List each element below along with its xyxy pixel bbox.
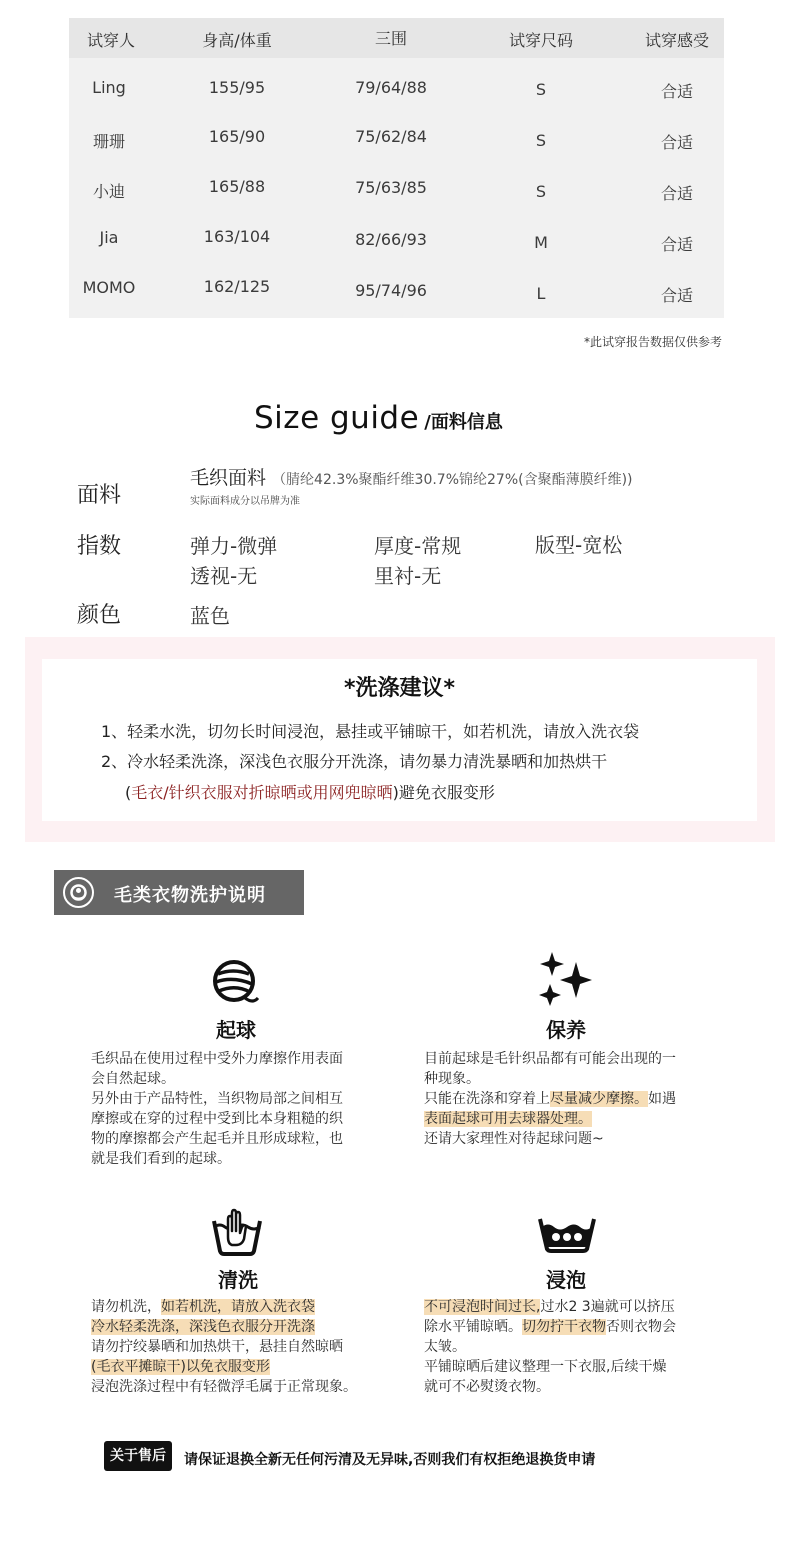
wash-line-3-rest: )避免衣服变形 xyxy=(392,783,495,802)
pilling-line: 物的摩擦都会产生起毛并且形成球粒，也 xyxy=(91,1131,343,1147)
soak-tub-icon xyxy=(538,1213,596,1257)
color-value: 蓝色 xyxy=(190,604,230,628)
wash-advice-card xyxy=(42,659,757,821)
soaking-text xyxy=(424,1297,676,1397)
washing-title: 清洗 xyxy=(218,1268,258,1292)
sparkle-icon xyxy=(538,950,594,1010)
maintain-highlight: 尽量减少摩擦。 xyxy=(550,1091,648,1107)
fabric-name-text: 毛织面料 xyxy=(190,467,267,489)
table-cell: 155/95 xyxy=(208,78,266,97)
soaking-line xyxy=(424,1297,676,1317)
soaking-line-part: 过水2 3遍就可以挤压 xyxy=(540,1299,675,1315)
table-cell: 165/90 xyxy=(208,127,266,146)
header-tester: 试穿人 xyxy=(86,31,136,50)
table-cell: 162/125 xyxy=(203,277,271,296)
pilling-line: 另外由于产品特性，当织物局部之间相互 xyxy=(91,1091,343,1107)
soaking-title: 浸泡 xyxy=(546,1268,586,1292)
soaking-line-part: 除水平铺晾晒。 xyxy=(424,1319,522,1335)
washing-line-part: 请勿机洗， xyxy=(91,1299,161,1315)
wash-line-2: 2、冷水轻柔洗涤，深浅色衣服分开洗涤，请勿暴力清洗暴晒和加热烘干 xyxy=(101,752,608,771)
washing-line xyxy=(91,1357,357,1377)
soaking-line-part: 否则衣物会 xyxy=(606,1319,676,1335)
wash-line-3-highlight: 毛衣/针织衣服对折晾晒或用网兜晾晒 xyxy=(131,783,393,802)
table-cell: S xyxy=(535,182,547,201)
pilling-text xyxy=(91,1049,343,1169)
soaking-highlight: 切勿拧干衣物 xyxy=(522,1319,606,1335)
table-cell: M xyxy=(534,233,548,252)
table-cell: 75/63/85 xyxy=(355,178,427,197)
table-cell: Ling xyxy=(92,78,126,97)
wash-advice-panel xyxy=(25,637,775,842)
washing-highlight: (毛衣平摊晾干)以免衣服变形 xyxy=(91,1359,270,1375)
fabric-composition: （腈纶42.3%聚酯纤维30.7%锦纶27%(含聚酯薄膜纤维)) xyxy=(272,472,633,488)
maintain-line xyxy=(424,1109,676,1129)
hand-wash-icon xyxy=(212,1207,262,1261)
table-cell: 合适 xyxy=(660,184,694,203)
header-height-weight: 身高/体重 xyxy=(202,31,272,50)
table-cell: 165/88 xyxy=(208,177,266,196)
table-cell: L xyxy=(536,284,546,303)
washing-line xyxy=(91,1297,357,1317)
pilling-line: 摩擦或在穿的过程中受到比本身粗糙的织 xyxy=(91,1111,343,1127)
elasticity: 弹力-微弹 xyxy=(190,534,278,558)
tryon-note: *此试穿报告数据仅供参考 xyxy=(583,335,722,349)
washing-line xyxy=(91,1317,357,1337)
maintain-text xyxy=(424,1049,676,1149)
table-cell: S xyxy=(535,131,547,150)
see-through: 透视-无 xyxy=(190,564,258,588)
washing-line: 请勿拧绞暴晒和加热烘干，悬挂自然晾晒 xyxy=(91,1339,343,1355)
washing-text xyxy=(91,1297,357,1397)
header-measurements: 三围 xyxy=(374,29,408,48)
soaking-highlight: 不可浸泡时间过长, xyxy=(424,1299,541,1315)
washing-line: 浸泡洗涤过程中有轻微浮毛属于正常现象。 xyxy=(91,1379,357,1395)
maintain-line-part: 只能在洗涤和穿着上 xyxy=(424,1091,550,1107)
fit: 版型-宽松 xyxy=(535,533,623,557)
wash-advice-title: *洗涤建议* xyxy=(343,676,455,701)
maintain-line: 目前起球是毛针织品都有可能会出现的一 xyxy=(424,1051,676,1067)
washing-highlight: 冷水轻柔洗涤，深浅色衣服分开洗涤 xyxy=(91,1319,315,1335)
yarn-ball-icon xyxy=(213,960,259,1010)
lining: 里衬-无 xyxy=(374,564,442,588)
table-cell: 合适 xyxy=(660,286,694,305)
fabric-label: 面料 xyxy=(77,483,122,508)
table-cell: MOMO xyxy=(82,278,136,297)
pilling-line: 毛织品在使用过程中受外力摩擦作用表面 xyxy=(91,1051,343,1067)
thickness: 厚度-常规 xyxy=(374,534,462,558)
soaking-line: 就可不必熨烫衣物。 xyxy=(424,1379,550,1395)
maintain-line-part: 如遇 xyxy=(648,1091,676,1107)
tryon-table-header xyxy=(69,18,724,58)
maintain-line: 还请大家理性对待起球问题~ xyxy=(424,1131,604,1147)
pilling-title: 起球 xyxy=(216,1018,256,1042)
table-cell: 合适 xyxy=(660,133,694,152)
care-badge-icon xyxy=(63,877,94,908)
soaking-line xyxy=(424,1317,676,1337)
wash-line-3 xyxy=(125,780,495,803)
table-cell: 珊珊 xyxy=(92,132,126,151)
size-guide-heading: Size guide xyxy=(254,400,420,436)
table-cell: 95/74/96 xyxy=(355,281,427,300)
tryon-table xyxy=(69,18,724,318)
fabric-name xyxy=(190,463,633,490)
pilling-line: 会自然起球。 xyxy=(91,1071,175,1087)
after-sale-badge: 关于售后 xyxy=(104,1441,172,1471)
table-cell: 82/66/93 xyxy=(355,230,427,249)
table-cell: 79/64/88 xyxy=(355,78,427,97)
maintain-line xyxy=(424,1089,676,1109)
size-guide-subtitle: /面料信息 xyxy=(424,412,503,433)
table-cell: 合适 xyxy=(660,235,694,254)
wash-line-3-open: ( xyxy=(125,783,132,802)
table-cell: 163/104 xyxy=(203,227,271,246)
wash-line-1: 1、轻柔水洗，切勿长时间浸泡，悬挂或平铺晾干，如若机洗，请放入洗衣袋 xyxy=(101,722,640,741)
table-cell: 75/62/84 xyxy=(355,127,427,146)
fabric-note: 实际面料成分以吊牌为准 xyxy=(190,496,300,507)
header-size: 试穿尺码 xyxy=(508,31,574,50)
maintain-line: 种现象。 xyxy=(424,1071,480,1087)
maintain-highlight: 表面起球可用去球器处理。 xyxy=(424,1111,592,1127)
soaking-line: 平铺晾晒后建议整理一下衣服,后续干燥 xyxy=(424,1359,667,1375)
size-guide-title xyxy=(254,400,503,436)
header-feeling: 试穿感受 xyxy=(644,31,710,50)
table-cell: Jia xyxy=(99,228,119,247)
index-label: 指数 xyxy=(77,534,122,559)
color-label: 颜色 xyxy=(77,603,122,628)
soaking-line: 太皱。 xyxy=(424,1339,466,1355)
after-sale-text: 请保证退换全新无任何污清及无异味,否则我们有权拒绝退换货申请 xyxy=(184,1452,596,1468)
washing-highlight: 如若机洗，请放入洗衣袋 xyxy=(161,1299,315,1315)
table-cell: 小迪 xyxy=(92,182,126,201)
maintain-title: 保养 xyxy=(546,1018,586,1042)
table-cell: S xyxy=(535,80,547,99)
pilling-line: 就是我们看到的起球。 xyxy=(91,1151,231,1167)
care-banner-title: 毛类衣物洗护说明 xyxy=(114,885,266,906)
care-banner xyxy=(54,870,304,915)
table-cell: 合适 xyxy=(660,82,694,101)
